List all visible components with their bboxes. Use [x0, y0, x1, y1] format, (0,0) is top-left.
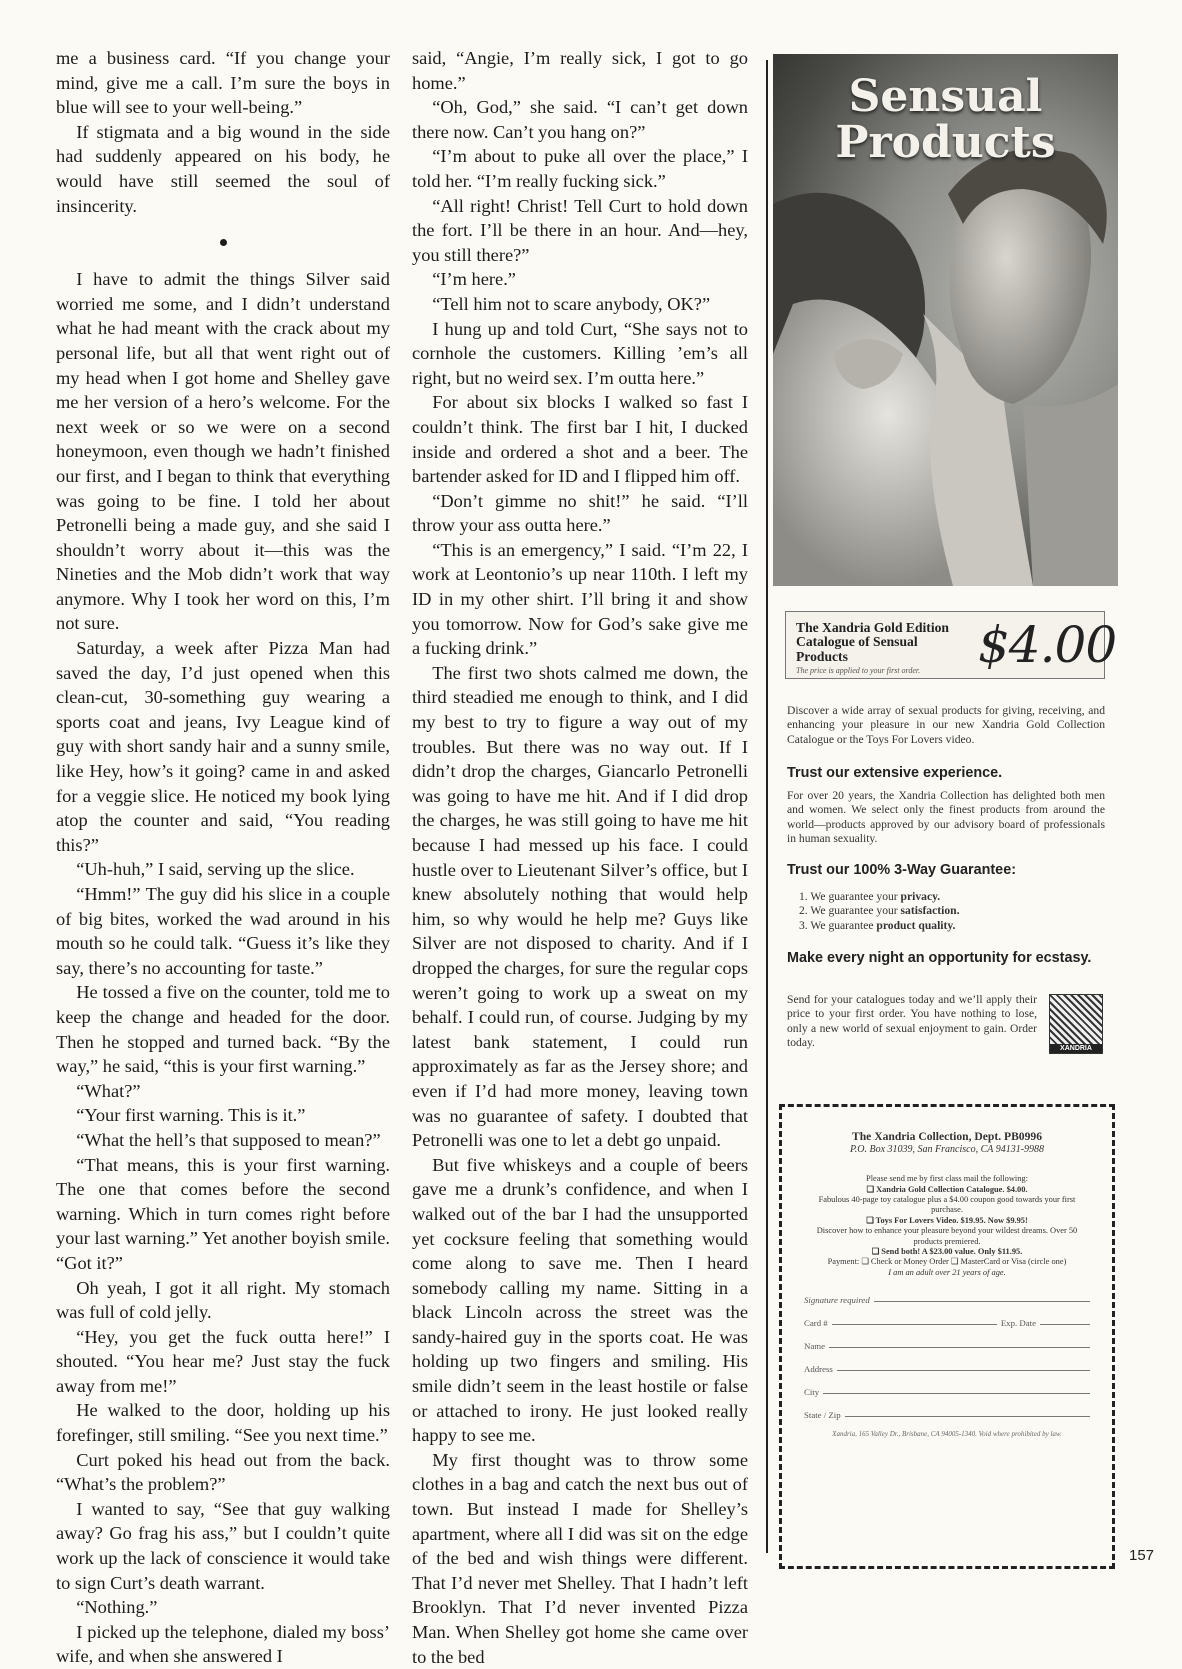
ad-photo — [773, 54, 1118, 586]
page-number: 157 — [1129, 1547, 1155, 1564]
ad-title: Sensual Products — [835, 71, 1056, 168]
article-paragraph: I have to admit the things Silver said worried me some, and I didn’t understand what he had meant with the crack about my personal life, but all that went right out of my head when I got home and Shelley gave me her version of a hero’s welcome. For the next week or so we were on a second honeymoon, even though we hadn’t finished our first, and I began to think that everything was going to be fine. I told her about Petronelli being a made guy, and she said I shouldn’t worry about it—this was the Nineties and the Mob didn’t work that way anymore. Why I took her word on this, I’m not sure. — [56, 269, 390, 634]
article-paragraph: “I’m here.” — [432, 269, 516, 290]
price-note: The price is applied to your first order. — [796, 666, 921, 675]
article-paragraph: My first thought was to throw some clothes in a bag and catch the next bus out of town. But instead I made for Shelley’s apartment, where all I did was sit on the edge of the bed and wish things were different. That I’d never met Shelley. That I hadn’t left Brooklyn. That I’d never invented Pizza Man. When Shelley got home she came over to the bed — [412, 1449, 748, 1667]
article-paragraph: The first two shots calmed me down, the third steadied me enough to think, and I did my best to try to figure a way out of my troubles. But there was no way out. If I didn’t drop the charges, Giancarlo Petronelli was going to have me hit. And if I did drop the charges, he was still going to have me hit because I had messed up his face. I could hustle over to Lieutenant Silver’s office, but I knew absolutely nothing that would help him, so why would he help me? Guys like Silver are not disposed to charity. And if I dropped the charges, for sure the regular cops weren’t going to work up a sweat on my behalf. I could run, of course. Judging by my latest bank statement, I could run approximately as far as the Jersey shore; and even if I’d had more money, leaving town was no guarantee of safety. I doubted that Petronelli was one to let a debt go unpaid. — [412, 662, 748, 1151]
address-field[interactable]: Address — [804, 1355, 1090, 1374]
article-paragraph: me a business card. “If you change your mind, give me a call. I’m sure the boys in blue will see to your well-being.” — [56, 48, 390, 118]
option-video[interactable]: ❑ Toys For Lovers Video. $19.95. Now $9.95! — [866, 1215, 1028, 1225]
column-divider — [766, 60, 768, 1553]
article-paragraph: Oh yeah, I got it all right. My stomach was full of cold jelly. — [56, 1277, 390, 1323]
xandria-logo-label: XANDRIA — [1050, 1044, 1102, 1053]
article-paragraph: I hung up and told Curt, “She says not to cornhole the customers. Killing ’em’s all right, but no weird sex. I’m outta here.” — [412, 318, 748, 388]
coupon-order-options: Please send me by first class mail the following: ❑ Xandria Gold Collection Catalogue. $4.00. Fabulous 40-page toy catalogue plus a $4.00 coupon good towards your first purchase. ❑ Toys For Lovers Video. $19.95. Now $9.95! Discover how to enhance your pleasure beyond your wildest dreams. Over 50 products premiered. ❑ Send both! A $23.00 value. Only $11.95. Payment: ❑ Check or Money Order ❑ MasterCard or Visa (circle one) I am an adult over 21 years of age. — [804, 1174, 1090, 1278]
article-paragraph: “Your first warning. This is it.” — [76, 1105, 306, 1126]
article-paragraph: “Hey, you get the fuck outta here!” I shouted. “You hear me? Just stay the fuck away from me!” — [56, 1326, 390, 1396]
article-paragraph: “This is an emergency,” I said. “I’m 22, I work at Leontonio’s up near 110th. I left my ID in my other shirt. I’ll bring it and show you tomorrow. Now for God’s sake give me a fucking drink.” — [412, 539, 748, 659]
article-paragraph: “Tell him not to scare anybody, OK?” — [432, 293, 711, 314]
ad-heading-guarantee: Trust our 100% 3-Way Guarantee: — [787, 862, 1016, 878]
catalogue-price: $4.00 — [978, 616, 1117, 674]
ad-heading-ecstasy: Make every night an opportunity for ecstasy. — [787, 950, 1092, 966]
name-field[interactable]: Name — [804, 1332, 1090, 1351]
option-catalogue[interactable]: ❑ Xandria Gold Collection Catalogue. $4.00. — [866, 1184, 1028, 1194]
article-paragraph: But five whiskeys and a couple of beers gave me a drunk’s confidence, and when I walked out of the bar I had the unsupported yet cocksure feeling that something would come along to save me. Then I heard somebody calling my name. Sitting in a black Lincoln across the street was the sandy-haired guy in the sports coat. He was holding up two fingers and smiling. His smile didn’t seem in the least hostile or false or attached to irony. He just looked really happy to see me. — [412, 1154, 748, 1446]
guarantee-list — [799, 890, 959, 933]
ad-intro: Discover a wide array of sexual products for giving, receiving, and enhancing your pleasure in our new Xandria Gold Collection Catalogue or the Toys For Lovers video. — [787, 704, 1105, 746]
signature-field[interactable]: Signature required — [804, 1286, 1090, 1305]
payment-options[interactable]: Payment: ❑ Check or Money Order ❑ MasterCard or Visa (circle one) — [827, 1257, 1067, 1267]
xandria-logo-seal — [1049, 994, 1103, 1054]
article-paragraph: I wanted to say, “See that guy walking away? Go frag his ass,” but I couldn’t quite work up the lack of conscience it would take to sign Curt’s death warrant. — [56, 1498, 390, 1593]
article-paragraph: “What?” — [76, 1080, 141, 1101]
article-paragraph: “Uh-huh,” I said, serving up the slice. — [76, 859, 355, 880]
section-break-bullet — [56, 218, 390, 267]
guarantee-item: 3. We guarantee product quality. — [799, 918, 956, 932]
article-paragraph: Curt poked his head out from the back. “What’s the problem?” — [56, 1449, 390, 1495]
article-column-2 — [412, 46, 748, 1669]
article-paragraph: “Hmm!” The guy did his slice in a couple of big bites, worked the wad around in his mouth so he could talk. “Guess it’s like they say, there’s no accounting for taste.” — [56, 884, 390, 978]
guarantee-item: 2. We guarantee your satisfaction. — [799, 904, 960, 918]
article-paragraph: Saturday, a week after Pizza Man had saved the day, I’d just opened when this clean-cut, 30-something guy wearing a sports coat and jeans, Ivy League kind of guy with short sandy hair and a sunny smile, like Hey, how’s it going? came in and asked for a veggie slice. He noticed my book lying atop the counter and said, “You reading this?” — [56, 638, 390, 855]
article-paragraph: He walked to the door, holding up his forefinger, still smiling. “See you next time.” — [56, 1400, 390, 1446]
article-paragraph: “Oh, God,” she said. “I can’t get down there now. Can’t you hang on?” — [412, 97, 748, 142]
catalogue-title: The Xandria Gold Edition Catalogue of Sensual Products — [796, 620, 949, 664]
option-both[interactable]: ❑ Send both! A $23.00 value. Only $11.95. — [871, 1247, 1023, 1257]
article-column-1 — [56, 46, 390, 1669]
city-field[interactable]: City — [804, 1378, 1090, 1397]
guarantee-item: 1. We guarantee your privacy. — [799, 890, 941, 903]
ad-heading-experience: Trust our extensive experience. — [787, 765, 1003, 781]
article-paragraph: “That means, this is your first warning. The one that comes before the second warning. Which in turn comes right before your last warning.” Yet another boyish smile. “Got it?” — [56, 1154, 390, 1273]
article-paragraph: If stigmata and a big wound in the side had suddenly appeared on his body, he would have still seemed the soul of insincerity. — [56, 121, 390, 216]
article-paragraph: I picked up the telephone, dialed my boss’ wife, and when she answered I — [56, 1621, 390, 1667]
article-paragraph: “Nothing.” — [76, 1597, 158, 1618]
article-paragraph: said, “Angie, I’m really sick, I got to go home.” — [412, 48, 748, 93]
ad-order-text: Send for your catalogues today and we’ll apply their price to your first order. You have nothing to lose, only a new world of sexual enjoyment to gain. Order today. — [787, 993, 1037, 1050]
order-coupon — [779, 1104, 1115, 1569]
state-zip-field[interactable]: State / Zip — [804, 1401, 1090, 1420]
catalogue-price-box — [785, 611, 1117, 679]
article-paragraph: “I’m about to puke all over the place,” I told her. “I’m really fucking sick.” — [412, 146, 748, 191]
coupon-company: The Xandria Collection, Dept. PB0996 P.O. Box 31039, San Francisco, CA 94131-9988 — [849, 1130, 1045, 1155]
article-paragraph: For about six blocks I walked so fast I couldn’t think. The first bar I hit, I ducked inside and ordered a shot and a beer. The bartender asked for ID and I flipped him off. — [412, 392, 748, 487]
article-paragraph: “All right! Christ! Tell Curt to hold down the fort. I’ll be there in an hour. And—hey, you still there?” — [412, 195, 748, 265]
article-paragraph: He tossed a five on the counter, told me to keep the change and headed for the door. Then he stopped and turned back. “By the way,” he said, “this is your first warning.” — [56, 982, 390, 1077]
coupon-fine-print: Xandria, 165 Valley Dr., Brisbane, CA 94005-1340. Void where prohibited by law. — [832, 1430, 1062, 1439]
article-paragraph: “Don’t gimme no shit!” he said. “I’ll throw your ass outta here.” — [412, 490, 748, 536]
ad-experience-text: For over 20 years, the Xandria Collection has delighted both men and women. We select only the finest products from around the world—products approved by our advisory board of professionals in human sexuality. — [787, 789, 1105, 846]
article-paragraph: “What the hell’s that supposed to mean?” — [76, 1129, 381, 1150]
card-field[interactable]: Card # Exp. Date — [804, 1309, 1090, 1328]
